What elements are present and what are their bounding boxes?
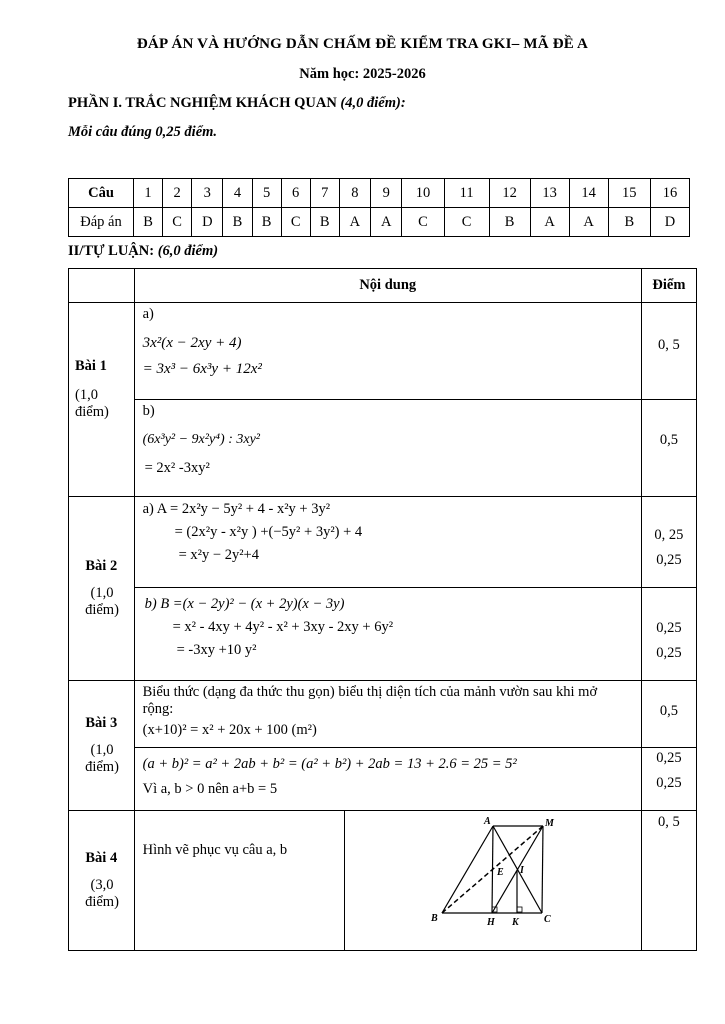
bai3-b-scores [641, 748, 696, 811]
bai1-row-b [69, 400, 697, 497]
part1-points: (4,0 điểm): [340, 95, 406, 111]
answer-cell: B [252, 208, 281, 237]
content-header: Nội dung [134, 269, 641, 303]
bai2-a-scores [641, 497, 696, 588]
question-cell: 8 [339, 179, 370, 208]
question-cell: 1 [134, 179, 163, 208]
label-e: E [496, 867, 504, 878]
bai2-a-line3: = x²y − 2y²+4 [178, 547, 259, 563]
part1-title: PHẦN I. TRẮC NGHIỆM KHÁCH QUAN [68, 95, 337, 111]
bai2-a-line1: a) A = 2x²y − 5y² + 4 - x²y + 3y² [142, 501, 331, 517]
question-header: Câu [69, 179, 134, 208]
question-cell: 9 [371, 179, 402, 208]
question-cell: 14 [569, 179, 608, 208]
bai1-b-label: b) [142, 403, 155, 419]
question-cell: 10 [402, 179, 444, 208]
bai4-figure-cell [344, 811, 641, 951]
bai2-a-content [134, 497, 641, 588]
bai4-score: 0, 5 [641, 811, 696, 951]
essay-table [68, 268, 697, 951]
bai2-a-score2: 0,25 [656, 552, 682, 568]
bai1-a-label: a) [142, 306, 154, 322]
bai4-label [69, 811, 135, 951]
answer-cell: A [339, 208, 370, 237]
answer-cell: C [163, 208, 192, 237]
answer-cell: D [192, 208, 223, 237]
answer-table [68, 178, 690, 237]
bai3-b-score1: 0,25 [656, 750, 682, 766]
bai2-a-score1: 0, 25 [654, 527, 684, 543]
answer-cell: A [530, 208, 569, 237]
answer-header: Đáp án [69, 208, 134, 237]
bai2-b-scores [641, 588, 696, 681]
answer-cell: D [651, 208, 690, 237]
label-a: A [483, 816, 491, 827]
geometry-figure [345, 811, 641, 945]
label-k: K [511, 917, 519, 928]
bai4-text-cell [134, 811, 344, 951]
answer-cell: B [608, 208, 650, 237]
bai1-points: (1,0 điểm) [75, 387, 109, 420]
bai3-b-formula: (a + b)² = a² + 2ab + b² = (a² + b²) + 2ab = 13 + 2.6 = 25 = 5² [142, 756, 517, 772]
bai2-b-line3: = -3xy +10 y² [176, 642, 257, 658]
bai3-b-text: Vì a, b > 0 nên a+b = 5 [142, 781, 278, 797]
bai4-points: (3,0 điểm) [85, 877, 119, 910]
school-year: Năm học: 2025-2026 [299, 66, 426, 82]
part2-title: II/TỰ LUẬN: [68, 243, 155, 259]
answer-cell: C [402, 208, 444, 237]
bai2-b-content [134, 588, 641, 681]
answer-cell: B [134, 208, 163, 237]
bai3-label [69, 681, 135, 811]
right-angle-k [517, 907, 522, 912]
bai1-b-line1: (6x³y² − 9x²y⁴) : 3xy² [142, 432, 260, 447]
label-c: C [543, 914, 551, 925]
bai3-points: (1,0 điểm) [85, 742, 119, 775]
answer-table-answer-row [69, 208, 690, 237]
bai1-a-content [134, 303, 641, 400]
bai3-a-score: 0,5 [641, 681, 696, 748]
bai2-points: (1,0 điểm) [85, 585, 119, 618]
bai1-b-content [134, 400, 641, 497]
segment-mc [542, 826, 543, 913]
part2-points: (6,0 điểm) [157, 243, 219, 259]
part1-heading [68, 95, 406, 112]
question-cell: 2 [163, 179, 192, 208]
label-m: M [544, 818, 554, 829]
bai2-b-score1: 0,25 [656, 620, 682, 636]
answer-cell: A [371, 208, 402, 237]
bai2-row-a [69, 497, 697, 588]
question-cell: 15 [608, 179, 650, 208]
bai2-a-line2: = (2x²y - x²y ) +(−5y² + 3y²) + 4 [174, 524, 363, 540]
bai3-b-score2: 0,25 [656, 775, 682, 791]
bai1-name: Bài 1 [75, 358, 107, 374]
bai1-b-line2: = 2x² -3xy² [144, 460, 210, 476]
label-h: H [486, 917, 495, 928]
question-cell: 4 [223, 179, 252, 208]
question-cell: 5 [252, 179, 281, 208]
bai1-label [69, 303, 135, 497]
answer-cell: A [569, 208, 608, 237]
essay-header-row [69, 269, 697, 303]
question-cell: 7 [310, 179, 339, 208]
question-cell: 6 [281, 179, 310, 208]
bai4-name: Bài 4 [85, 850, 118, 866]
bai3-a-formula: (x+10)² = x² + 20x + 100 (m²) [142, 722, 317, 738]
document-title: ĐÁP ÁN VÀ HƯỚNG DẪN CHẤM ĐỀ KIỂM TRA GKI– MÃ ĐỀ A [136, 36, 589, 52]
bai4-text: Hình vẽ phục vụ câu a, b [142, 842, 288, 858]
bai2-b-score2: 0,25 [656, 645, 682, 661]
answer-cell: B [310, 208, 339, 237]
question-cell: 11 [444, 179, 489, 208]
bai2-row-b [69, 588, 697, 681]
bai3-a-content [134, 681, 641, 748]
answer-cell: B [223, 208, 252, 237]
answer-table-question-row [69, 179, 690, 208]
bai3-name: Bài 3 [85, 715, 118, 731]
question-cell: 12 [489, 179, 530, 208]
label-i: I [519, 865, 524, 876]
bai1-b-score: 0,5 [641, 400, 696, 497]
answer-cell: B [489, 208, 530, 237]
label-b: B [430, 913, 438, 924]
bai3-a-text: Biểu thức (dạng đa thức thu gọn) biểu thị diện tích của mảnh vườn sau khi mở rộng: [142, 684, 598, 717]
segment-ab [442, 826, 493, 913]
bai2-b-line2: = x² - 4xy + 4y² - x² + 3xy - 2xy + 6y² [172, 619, 394, 635]
bai3-b-content [134, 748, 641, 811]
question-cell: 3 [192, 179, 223, 208]
bai3-row-b [69, 748, 697, 811]
bai2-label [69, 497, 135, 681]
bai4-row [69, 811, 697, 951]
bai1-a-line2: = 3x³ − 6x³y + 12x² [142, 361, 262, 377]
bai1-a-score: 0, 5 [641, 303, 696, 400]
part2-heading [68, 243, 218, 260]
bai1-row-a [69, 303, 697, 400]
answer-cell: C [444, 208, 489, 237]
score-header: Điểm [641, 269, 696, 303]
bai2-name: Bài 2 [85, 558, 118, 574]
bai2-b-line1: b) B =(x − 2y)² − (x + 2y)(x − 3y) [144, 596, 345, 612]
bai3-row-a [69, 681, 697, 748]
question-cell: 16 [651, 179, 690, 208]
bai1-a-line1: 3x²(x − 2xy + 4) [142, 335, 242, 351]
part1-note: Mỗi câu đúng 0,25 điểm. [68, 124, 218, 140]
question-cell: 13 [530, 179, 569, 208]
header-blank [69, 269, 135, 303]
answer-cell: C [281, 208, 310, 237]
